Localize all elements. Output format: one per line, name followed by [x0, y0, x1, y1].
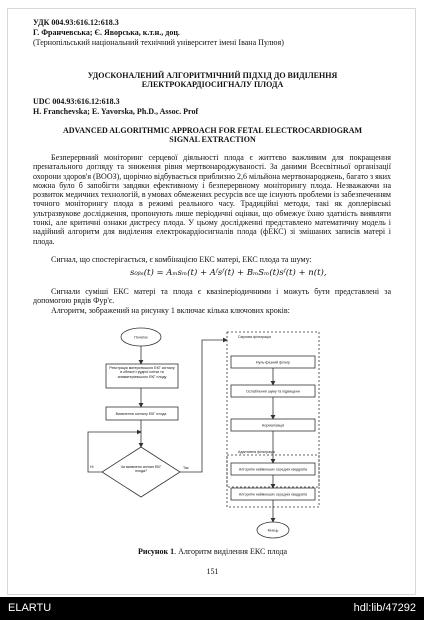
- udc-uk: УДК 004.93:616.12:618.3: [33, 18, 119, 27]
- normalization-label: Нормалізація: [261, 423, 285, 428]
- paragraph-intro: Безперервний моніторинг серцевої діяльності плода є життєво важливим для покращення пренатального догляду та зниження рівня мертвонароджуваності. За даними Всесвітньої організації охорони здоров'я (ВООЗ), щорічно відбувається приблизно 2,6 мільйона мертвонароджень, багато з яких можна було б запобігти завдяки ефективному і безперервному моніторингу плода. Незважаючи на розвиток медичних технологій, в умовах обмежених ресурсів все ще існують проблеми із забезпеченням точного моніторингу плода в режимі реального часу. Традиційні методи, такі як доплерівські ультразвукове дослідження, пропонують лише періодичні оцінки, що обмежує їхню здатність виявляти тонкі, але критичні ознаки дистресу плода. У цьому дослідженні представлено математичну модель і надійний алгоритм для виділення електрокардіосигналів плода (фЕКС) зі змішаних записів матері і плода.: [33, 153, 391, 246]
- footer-right: hdl:lib/47292: [353, 602, 416, 614]
- yes-label: Так: [183, 466, 189, 470]
- footer-left: ELARTU: [8, 602, 52, 614]
- title-en-line1: ADVANCED ALGORITHMIC APPROACH FOR FETAL ELECTROCARDIOGRAM: [62, 126, 363, 135]
- end-label: Кінець: [267, 528, 279, 533]
- noise-label: Ослаблення шуму та підвищенн: [246, 389, 300, 394]
- authors-uk: Г. Франчевська; Є. Яворська, к.т.н., доц.: [33, 28, 180, 37]
- figure-caption: [30, 547, 395, 556]
- adaptive-group-label: Адаптивна фільтрація: [238, 450, 275, 454]
- no-label: Ні: [90, 465, 94, 469]
- lms-label-2: Алгоритм найменших середніх квадратів: [238, 492, 308, 497]
- authors-en: H. Franchevska; E. Yavorska, Ph.D., Assoc. Prof: [33, 107, 199, 116]
- zero-phase-label: Нуль-фазний фільтр: [255, 360, 291, 365]
- footer-bar: [0, 597, 424, 620]
- bandpass-group-label: Смугова фільтрація: [238, 335, 271, 339]
- start-label: Початок: [134, 335, 148, 340]
- paragraph-algorithm: Алгоритм, зображений на рисунку 1 включає кілька ключових кроків:: [51, 306, 290, 315]
- paragraph-signal: Сигнал, що спостерігається, є комбінацією ЕКС матері, ЕКС плода та шуму:: [51, 255, 312, 264]
- flowchart-figure: [80, 322, 350, 544]
- decision-label: Чи виявлено сигнал ЕКГ плода?: [120, 465, 162, 474]
- udc-en: UDC 004.93:616.12:618.3: [33, 97, 120, 106]
- title-uk-line2: ЕЛЕКТРОКАРДІОСИГНАЛУ ПЛОДА: [141, 80, 284, 89]
- detection-label: Виявлення сигналу ЕКГ плода: [115, 412, 167, 416]
- page-number: 151: [206, 567, 219, 576]
- formula-signal: s₀ᵦₛ(t) = Aₘsₘ(t) + Aᶠsᶠ(t) + BₘSₘ(t)sᶠ(t) + n(t),: [130, 268, 327, 278]
- paragraph-fourier: Сигнали суміші ЕКС матері та плода є квазіперіодичними і можуть бути представлені за допомогою рядів Фур'є.: [33, 287, 391, 306]
- title-en-line2: SIGNAL EXTRACTION: [169, 135, 256, 144]
- caption-text: . Алгоритм виділення ЕКС плода: [174, 547, 288, 556]
- registration-label: Реєстрація материнського ЕКГ сигналу в області грудної клітки та анаматеринського ЕКГ плоду: [109, 366, 175, 379]
- caption-label: Рисунок 1: [137, 547, 175, 556]
- affiliation: (Тернопільський національний технічний університет імені Івана Пулюя): [33, 38, 284, 47]
- lms-label-1: Алгоритм найменших середніх квадратів: [238, 467, 308, 472]
- title-uk-line1: УДОСКОНАЛЕНИЙ АЛГОРИТМІЧНИЙ ПІДХІД ДО ВИДІЛЕННЯ: [87, 71, 338, 80]
